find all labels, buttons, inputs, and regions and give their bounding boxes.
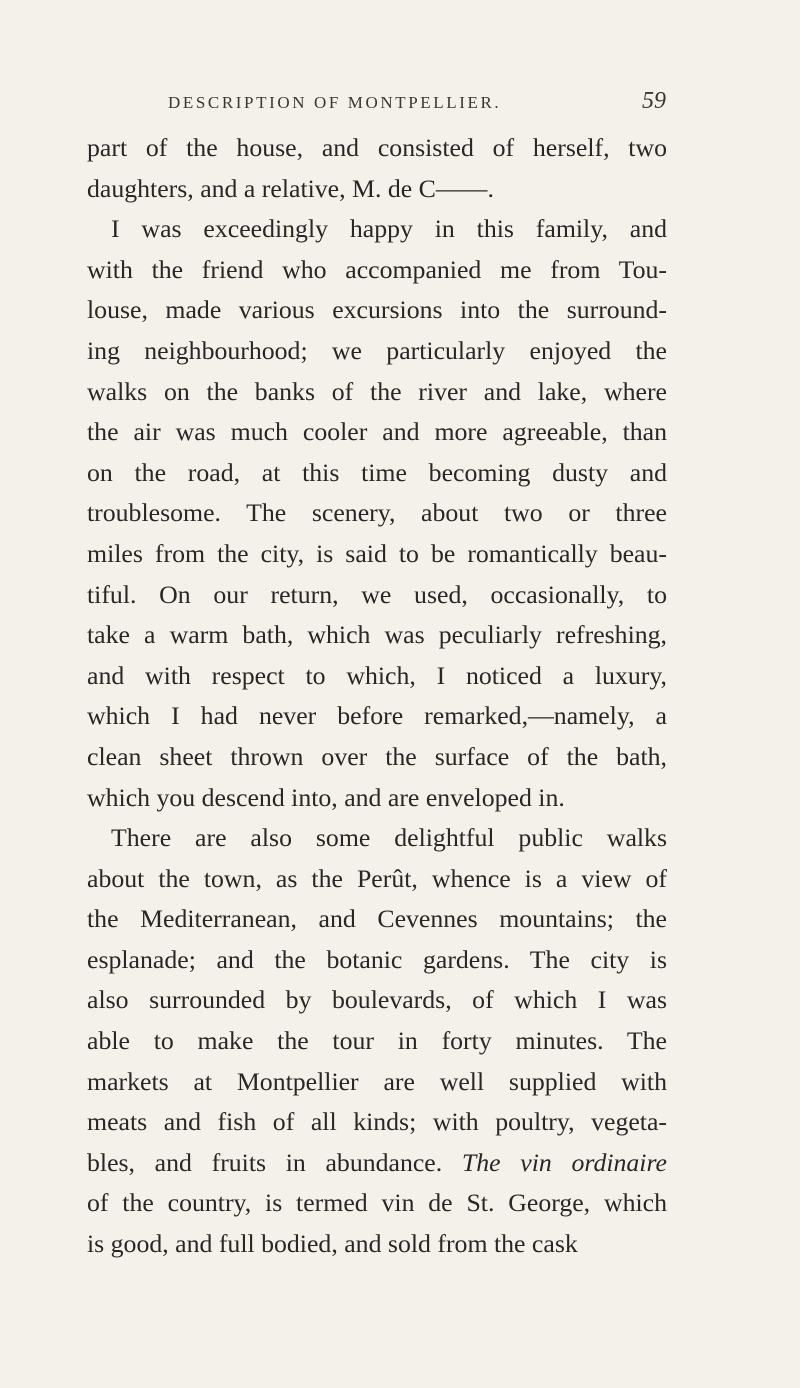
text-run: bles, and fruits in abundance. <box>87 1147 443 1177</box>
text-line: able to make the tour in forty minutes. The <box>87 1026 667 1056</box>
text-line: of the country, is termed vin de St. George, which <box>87 1188 667 1218</box>
text-line: on the road, at this time becoming dusty and <box>87 457 667 487</box>
text-line: daughters, and a relative, M. de C——. <box>87 173 494 203</box>
text-line-with-italic <box>87 1143 667 1184</box>
text-line: take a warm bath, which was peculiarly refreshing, <box>87 620 667 650</box>
page-number: 59 <box>642 88 666 114</box>
text-line: also surrounded by boulevards, of which I was <box>87 985 667 1015</box>
text-line: which you descend into, and are enveloped in. <box>87 782 565 812</box>
text-line: about the town, as the Perût, whence is a view of <box>87 863 667 893</box>
italic-phrase: The vin ordinaire <box>461 1147 668 1177</box>
text-line: clean sheet thrown over the surface of the bath, <box>87 741 667 771</box>
text-line: esplanade; and the botanic gardens. The city is <box>87 944 667 974</box>
text-line: the Mediterranean, and Cevennes mountains; the <box>87 904 667 934</box>
body-text <box>87 128 667 1265</box>
text-line: miles from the city, is said to be romantically beau- <box>87 538 667 568</box>
text-line: ing neighbourhood; we particularly enjoyed the <box>87 335 667 365</box>
text-line: meats and fish of all kinds; with poultry, vegeta- <box>87 1107 667 1137</box>
text-line: troublesome. The scenery, about two or three <box>87 498 667 528</box>
text-line: There are also some delightful public walks <box>111 823 667 853</box>
text-line: which I had never before remarked,—namely, a <box>87 701 667 731</box>
text-line: is good, and full bodied, and sold from the cask <box>87 1229 578 1259</box>
text-line: I was exceedingly happy in this family, and <box>111 214 667 244</box>
text-line: the air was much cooler and more agreeable, than <box>87 417 667 447</box>
running-head: DESCRIPTION OF MONTPELLIER. <box>168 93 502 112</box>
text-line: louse, made various excursions into the surround- <box>87 295 667 325</box>
page-header <box>168 88 666 118</box>
text-line: and with respect to which, I noticed a luxury, <box>87 660 667 690</box>
text-line: tiful. On our return, we used, occasionally, to <box>87 579 667 609</box>
text-line: walks on the banks of the river and lake, where <box>87 376 667 406</box>
text-line: with the friend who accompanied me from Tou- <box>87 254 667 284</box>
text-line: part of the house, and consisted of herself, two <box>87 133 667 162</box>
text-line: markets at Montpellier are well supplied with <box>87 1066 667 1096</box>
